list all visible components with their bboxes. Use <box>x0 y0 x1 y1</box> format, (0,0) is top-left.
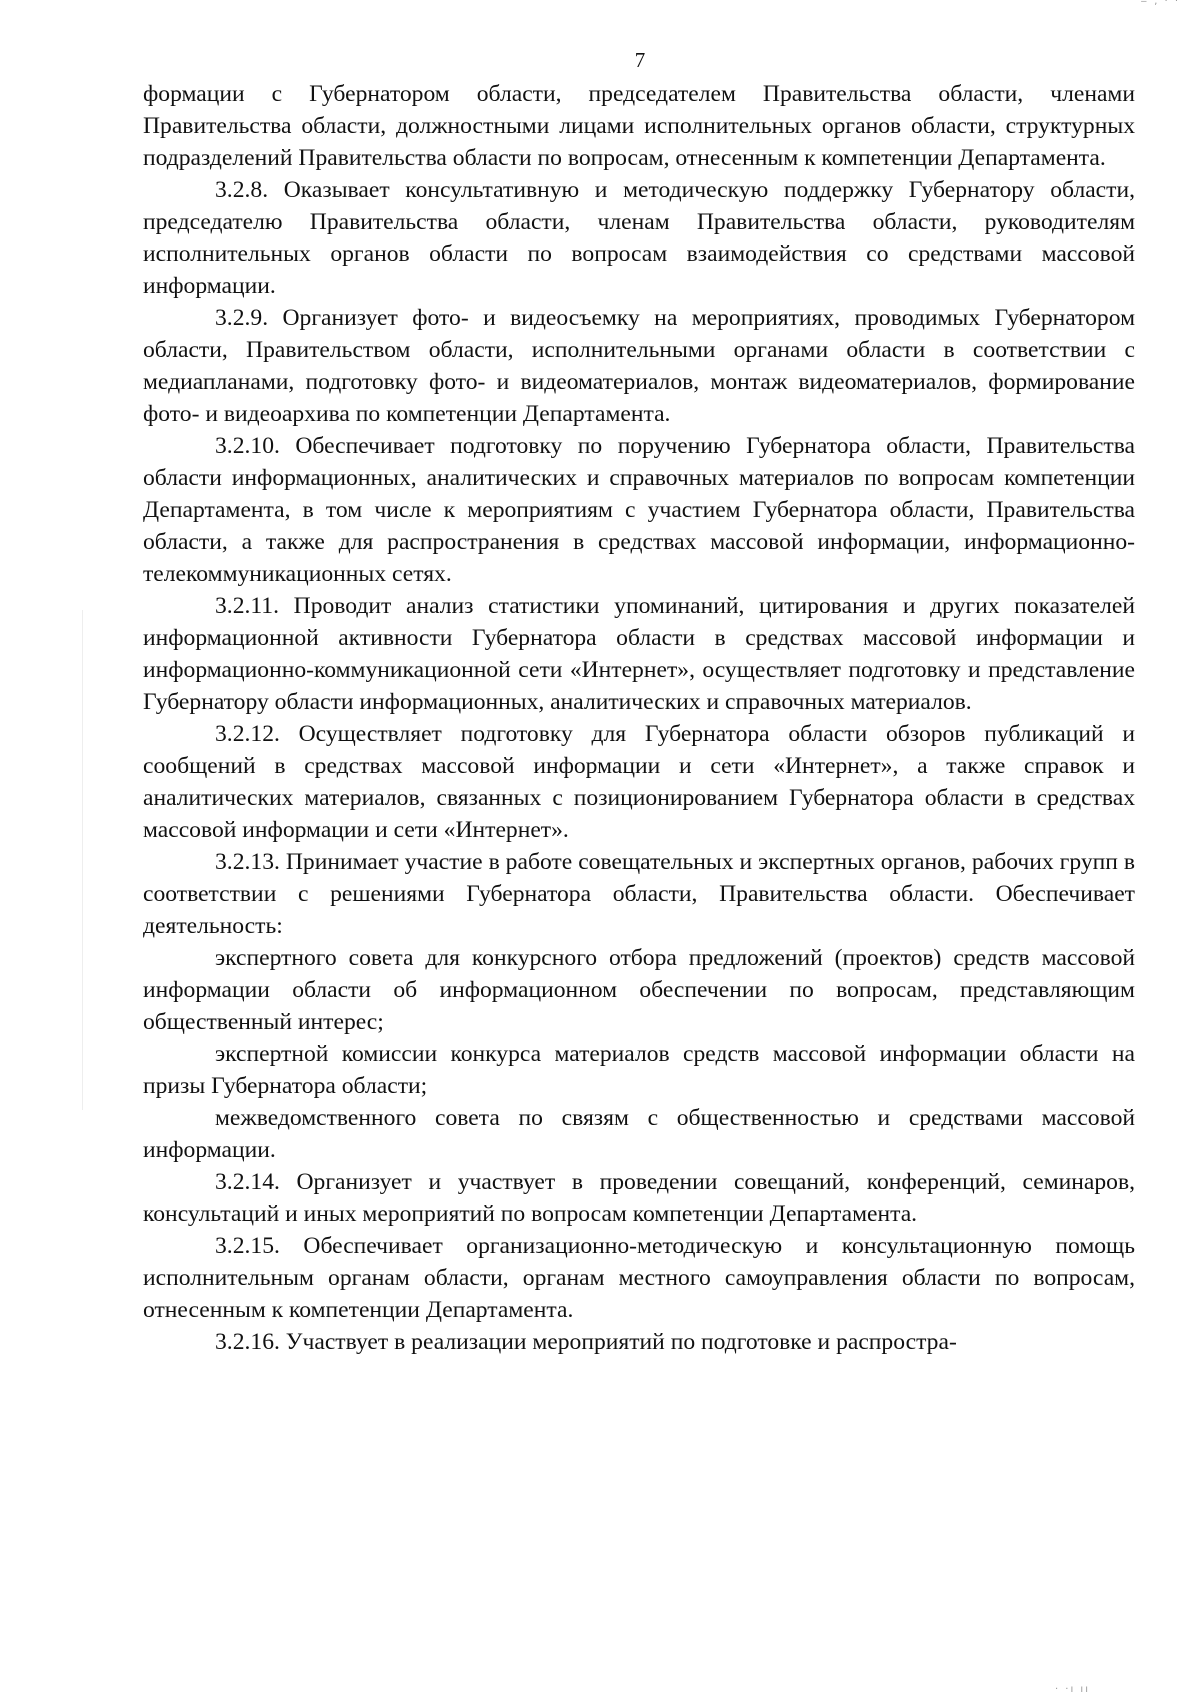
paragraph-continuation: формации с Губернатором области, председателем Правительства области, членами Правительства области, должностными лицами исполнительных органов области, структурных подразделений Правительства области по вопросам, отнесенным к компетенции Департамента. <box>143 81 1135 171</box>
list-item-expert-commission: экспертной комиссии конкурса материалов средств массовой информации области на призы Губернатора области; <box>143 1041 1135 1099</box>
scan-artifact-mark-bottom: · ·ı ıı <box>1054 1684 1090 1695</box>
paragraph-3-2-14: 3.2.14. Организует и участвует в проведении совещаний, конференций, семинаров, консультаций и иных мероприятий по вопросам компетенции Департамента. <box>143 1169 1135 1227</box>
scan-edge-line <box>82 610 83 1110</box>
paragraph-3-2-15: 3.2.15. Обеспечивает организационно-методическую и консультационную помощь исполнительным органам области, органам местного самоуправления области по вопросам, отнесенным к компетенции Департамента. <box>143 1233 1135 1323</box>
scan-artifact-mark: ‒ ‚ · · <box>1140 0 1180 7</box>
paragraph-3-2-12: 3.2.12. Осуществляет подготовку для Губернатора области обзоров публикаций и сообщений в средствах массовой информации и сети «Интернет», а также справок и аналитических материалов, связанных с позиционированием Губернатора области в средствах массовой информации и сети «Интернет». <box>143 721 1135 843</box>
paragraph-3-2-11: 3.2.11. Проводит анализ статистики упоминаний, цитирования и других показателей информационной активности Губернатора области в средствах массовой информации и информационно-коммуникационной сети «Интернет», осуществляет подготовку и представление Губернатору области информационных, аналитических и справочных материалов. <box>143 593 1135 715</box>
list-item-expert-council: экспертного совета для конкурсного отбора предложений (проектов) средств массовой информации области об информационном обеспечении по вопросам, представляющим общественный интерес; <box>143 945 1135 1035</box>
list-item-interagency-council: межведомственного совета по связям с общественностью и средствами массовой информации. <box>143 1105 1135 1163</box>
page-number: 7 <box>634 48 646 72</box>
paragraph-3-2-16: 3.2.16. Участвует в реализации мероприятий по подготовке и распростра- <box>215 1329 957 1355</box>
document-body <box>143 78 1135 1358</box>
paragraph-3-2-10: 3.2.10. Обеспечивает подготовку по поручению Губернатора области, Правительства области информационных, аналитических и справочных материалов по вопросам компетенции Департамента, в том числе к мероприятиям с участием Губернатора области, Правительства области, а также для распространения в средствах массовой информации, информационно-телекоммуникационных сетях. <box>143 433 1135 587</box>
paragraph-3-2-13: 3.2.13. Принимает участие в работе совещательных и экспертных органов, рабочих групп в соответствии с решениями Губернатора области, Правительства области. Обеспечивает деятельность: <box>143 849 1135 939</box>
paragraph-3-2-9: 3.2.9. Организует фото- и видеосъемку на мероприятиях, проводимых Губернатором области, Правительством области, исполнительными органами области в соответствии с медиапланами, подготовку фото- и видеоматериалов, монтаж видеоматериалов, формирование фото- и видеоархива по компетенции Департамента. <box>143 305 1135 427</box>
paragraph-3-2-8: 3.2.8. Оказывает консультативную и методическую поддержку Губернатору области, председателю Правительства области, членам Правительства области, руководителям исполнительных органов области по вопросам взаимодействия со средствами массовой информации. <box>143 177 1135 299</box>
